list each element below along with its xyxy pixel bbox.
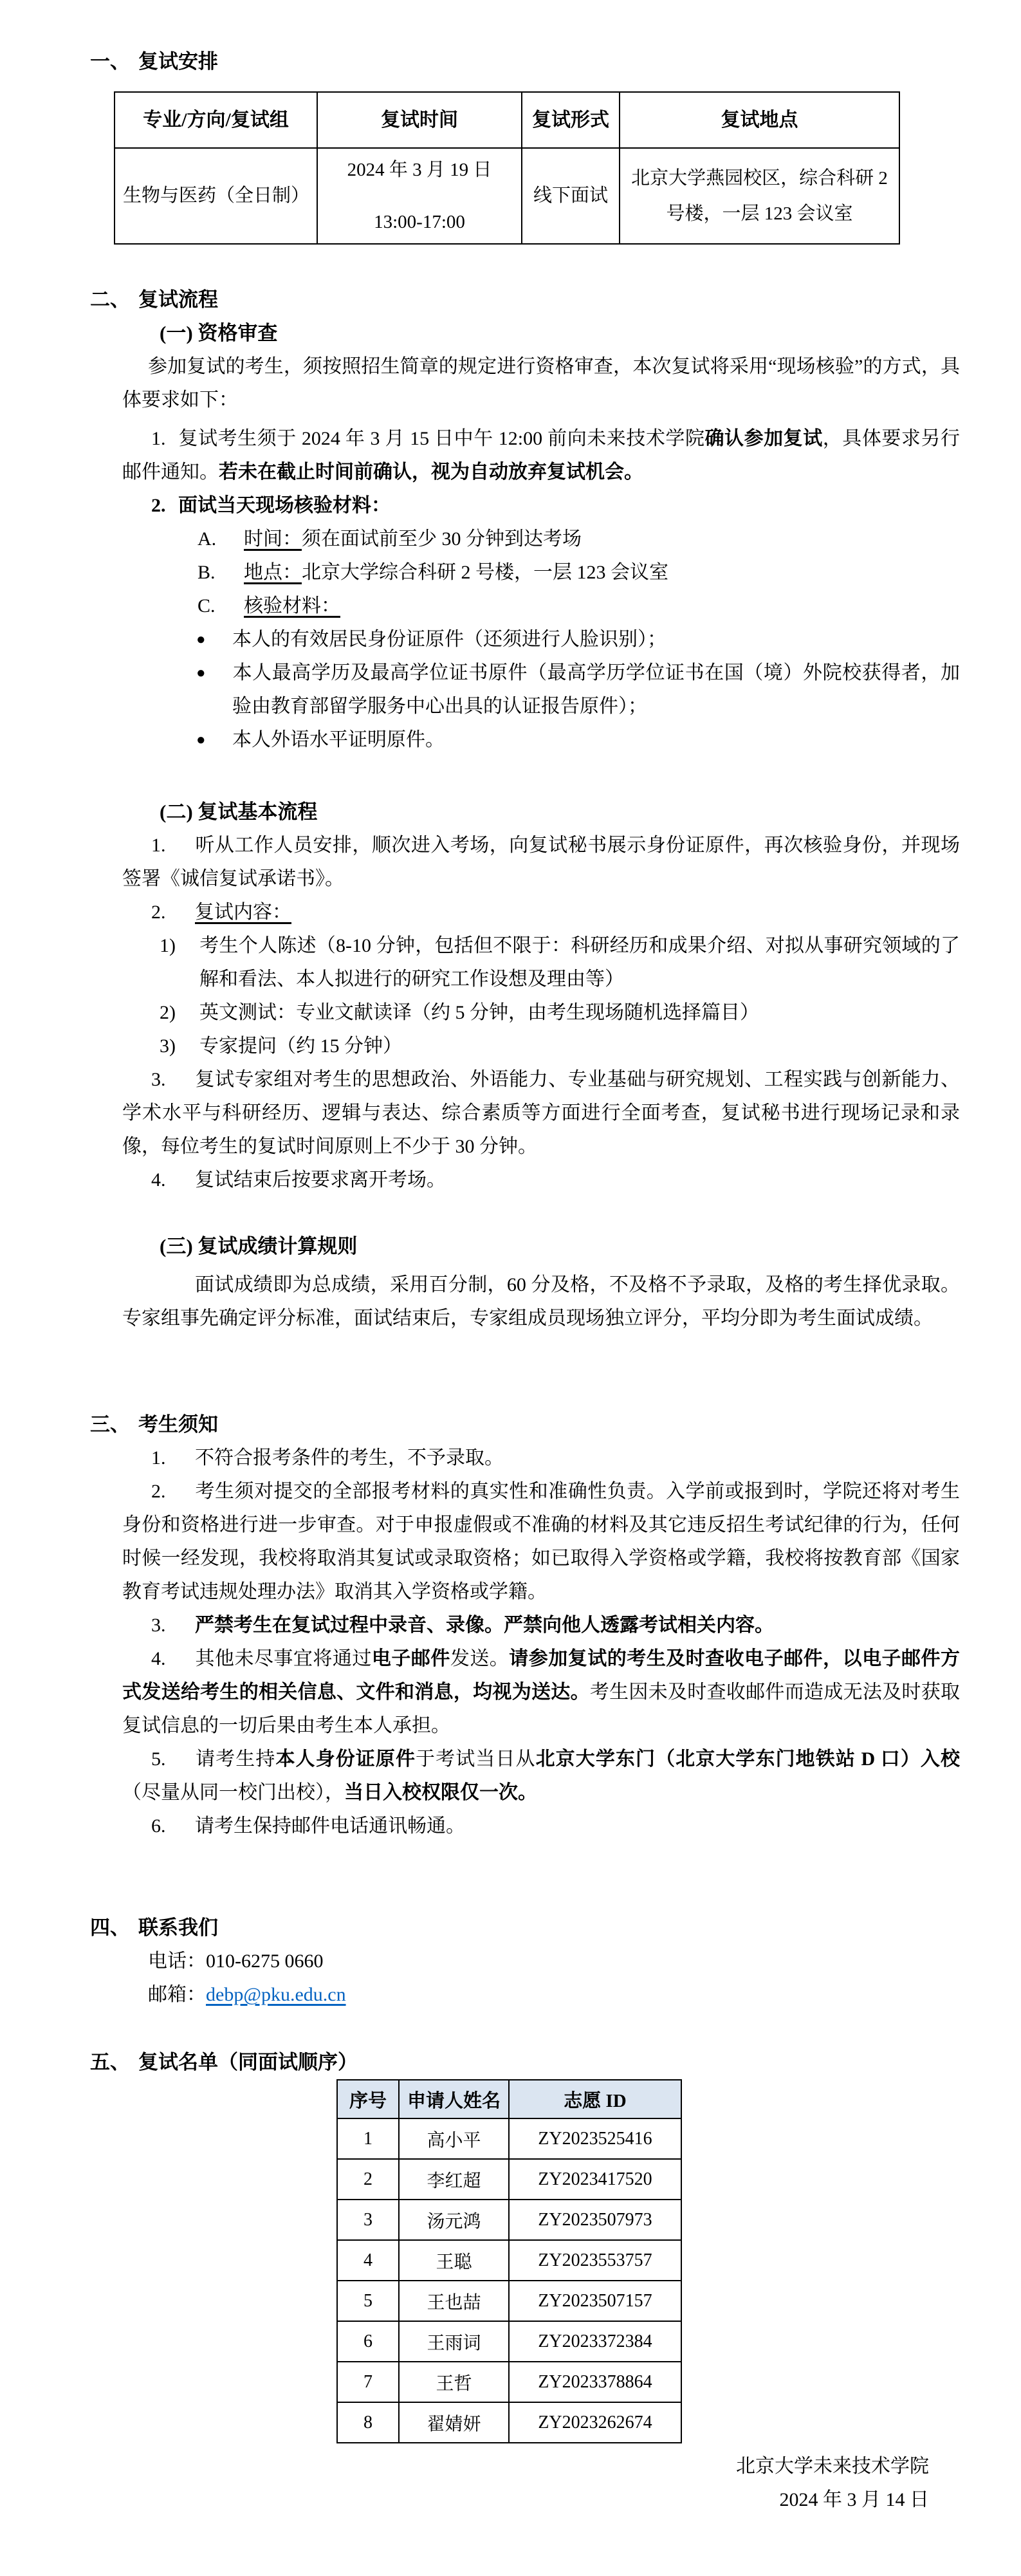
process-item-1 [122,829,960,896]
schedule-data-row [115,148,899,244]
roster-table [336,2079,682,2443]
schedule-cell-program: 生物与医药（全日制） [115,148,317,244]
heading-number: 三、 [90,1413,130,1436]
roster-no: 6 [337,2321,399,2362]
qualification-intro: 参加复试的考生，须按照招生简章的规定进行资格审查，本次复试将采用“现场核验”的方式，具体要求如下： [122,356,960,411]
subheading-basic-process: (二) 复试基本流程 [160,801,318,823]
roster-header-row [337,2080,681,2118]
item-number: 1. [151,835,166,856]
item-letter: A. [198,528,217,550]
item-text: 其他未尽事宜将通过电子邮件发送。请参加复试的考生及时查收电子邮件，以电子邮件方式发送给考生的相关信息、文件和消息，均视为送达。考生因未及时查收邮件而造成无法及时获取复试信息的一切后果由考生本人承担。 [122,1648,961,1736]
schedule-cell-format: 线下面试 [522,148,620,244]
item-text: 听从工作人员安排，顺次进入考场，向复试秘书展示身份证原件，再次核验身份，并现场签署《诚信复试承诺书》。 [122,835,960,889]
document-footer [122,2450,960,2517]
roster-no: 8 [337,2402,399,2443]
roster-id: ZY2023372384 [509,2321,681,2362]
roster-col-id: 志愿 ID [509,2080,681,2118]
roster-name: 高小平 [399,2118,509,2159]
item-text: 复试考生须于 2024 年 3 月 15 日中午 12:00 前向未来技术学院确认参加复试，具体要求另行邮件通知。若未在截止时间前确认，视为自动放弃复试机会。 [122,428,960,483]
item-letter: C. [198,595,216,616]
roster-name: 王聪 [399,2240,509,2281]
bullet-text: 本人最高学历及最高学位证书原件（最高学历学位证书在国（境）外院校获得者，加验由教育部留学服务中心出具的认证报告原件）； [232,662,960,717]
heading-roster [90,2046,960,2079]
heading-number: 二、 [90,288,130,311]
item-text: 请考生持本人身份证原件于考试当日从北京大学东门（北京大学东门地铁站 D 口）入校（尽量从同一校门出校），当日入校权限仅一次。 [122,1748,961,1803]
heading-contact-us [90,1911,960,1945]
item-text: 地点：北京大学综合科研 2 号楼，一层 123 会议室 [244,562,668,583]
item-number: 4. [151,1169,166,1191]
heading-number: 四、 [90,1916,130,1939]
roster-no: 7 [337,2362,399,2402]
footer-org: 北京大学未来技术学院 [736,2456,929,2477]
roster-id: ZY2023378864 [509,2362,681,2402]
roster-no: 3 [337,2200,399,2240]
subheading-score-rule: (三) 复试成绩计算规则 [160,1235,358,1257]
schedule-table [114,91,900,245]
bullet-icon: ● [196,665,206,681]
notice-item-4 [122,1642,960,1743]
item-number: 2) [160,1002,176,1023]
roster-id: ZY2023417520 [509,2159,681,2200]
schedule-cell-location: 北京大学燕园校区，综合科研 2 号楼，一层 123 会议室 [620,148,899,244]
heading-recheck-process [90,283,960,317]
table-row [337,2118,681,2159]
material-check-place [122,556,960,589]
item-number: 3. [151,1615,166,1636]
table-row [337,2159,681,2200]
qualification-item-2 [122,489,960,523]
schedule-col-time: 复试时间 [317,92,522,148]
process-item-3 [122,1063,960,1163]
item-text: 不符合报考条件的考生，不予录取。 [195,1447,504,1469]
heading-candidate-notices [90,1408,960,1441]
bullet-icon: ● [196,732,206,748]
roster-col-name: 申请人姓名 [399,2080,509,2118]
table-row [337,2362,681,2402]
notice-item-1 [122,1441,960,1475]
roster-no: 2 [337,2159,399,2200]
roster-col-no: 序号 [337,2080,399,2118]
material-check-time [122,523,960,556]
roster-name: 王也喆 [399,2281,509,2321]
notice-item-3 [122,1609,960,1642]
item-number: 2. [151,1481,166,1502]
item-text: 英文测试：专业文献读译（约 5 分钟，由考生现场随机选择篇目） [199,1002,759,1023]
schedule-date: 2024 年 3 月 19 日 [347,159,492,180]
schedule-col-format: 复试形式 [522,92,620,148]
table-row [337,2402,681,2443]
contact-phone: 电话：010-6275 0660 [148,1951,324,1972]
item-text: 面试当天现场核验材料： [178,495,391,516]
process-item-2 [122,896,960,929]
item-text: 专家提问（约 15 分钟） [199,1035,402,1057]
item-letter: B. [198,562,216,583]
material-bullet-diploma [122,656,960,723]
notice-item-5 [122,1743,960,1810]
table-row [337,2281,681,2321]
roster-id: ZY2023553757 [509,2240,681,2281]
contact-email-label: 邮箱： [148,1984,206,2005]
footer-date: 2024 年 3 月 14 日 [779,2489,929,2510]
schedule-cell-time [317,148,522,244]
item-text: 核验材料： [244,595,340,616]
item-text: 复试结束后按要求离开考场。 [195,1169,446,1191]
item-number: 5. [151,1748,166,1770]
qualification-item-1 [122,422,960,489]
process-sub-3 [122,1030,960,1063]
item-number: 1. [151,428,166,449]
roster-id: ZY2023262674 [509,2402,681,2443]
process-sub-1 [122,929,960,996]
item-number: 6. [151,1815,166,1837]
bullet-text: 本人外语水平证明原件。 [232,729,445,750]
heading-text: 复试安排 [138,50,218,73]
table-row [337,2321,681,2362]
heading-number: 一、 [90,50,130,73]
process-sub-2 [122,996,960,1030]
heading-text: 复试流程 [138,288,218,311]
item-number: 2. [151,902,166,923]
heading-number: 五、 [90,2051,130,2073]
heading-recheck-schedule [90,45,960,79]
heading-text: 复试名单（同面试顺序） [138,2051,358,2073]
bullet-icon: ● [196,631,206,648]
heading-text: 考生须知 [138,1413,218,1436]
schedule-hours: 13:00-17:00 [374,211,465,232]
item-text: 复试内容： [195,902,291,923]
subheading-qualification-review: (一) 资格审查 [160,322,278,344]
schedule-col-location: 复试地点 [620,92,899,148]
item-text: 请考生保持邮件电话通讯畅通。 [195,1815,465,1837]
heading-text: 联系我们 [138,1916,218,1939]
roster-name: 王哲 [399,2362,509,2402]
roster-name: 汤元鸿 [399,2200,509,2240]
contact-email [122,1978,960,2012]
item-text: 考生个人陈述（8-10 分钟，包括但不限于：科研经历和成果介绍、对拟从事研究领域的了解和看法、本人拟进行的研究工作设想及理由等） [199,935,960,990]
roster-name: 李红超 [399,2159,509,2200]
item-text: 严禁考生在复试过程中录音、录像。严禁向他人透露考试相关内容。 [195,1615,774,1636]
material-check-list-label [122,589,960,623]
item-number: 3) [160,1035,176,1057]
table-row [337,2200,681,2240]
roster-name: 王雨词 [399,2321,509,2362]
item-number: 3. [151,1069,166,1090]
item-text: 时间：须在面试前至少 30 分钟到达考场 [244,528,582,550]
roster-no: 5 [337,2281,399,2321]
roster-id: ZY2023525416 [509,2118,681,2159]
bullet-text: 本人的有效居民身份证原件（还须进行人脸识别）； [232,629,667,650]
schedule-header-row [115,92,899,148]
notice-item-6 [122,1810,960,1843]
table-row [337,2240,681,2281]
item-number: 1. [151,1447,166,1469]
score-rule-para: 面试成绩即为总成绩，采用百分制，60 分及格，不及格不予录取，及格的考生择优录取。专家组事先确定评分标准，面试结束后，专家组成员现场独立评分，平均分即为考生面试成绩。 [122,1274,960,1329]
roster-no: 1 [337,2118,399,2159]
schedule-col-program: 专业/方向/复试组 [115,92,317,148]
material-bullet-language [122,723,960,757]
roster-name: 翟婧妍 [399,2402,509,2443]
item-text: 考生须对提交的全部报考材料的真实性和准确性负责。入学前或报到时，学院还将对考生身份和资格进行进一步审查。对于申报虚假或不准确的材料及其它违反招生考试纪律的行为，任何时候一经发现，我校将取消其复试或录取资格；如已取得入学资格或学籍，我校将按教育部《国家教育考试违规处理办法》取消其入学资格或学籍。 [122,1481,960,1602]
item-number: 4. [151,1648,166,1669]
item-number: 1) [160,935,176,956]
item-number: 2. [151,495,166,516]
notice-item-2 [122,1475,960,1609]
roster-id: ZY2023507157 [509,2281,681,2321]
roster-no: 4 [337,2240,399,2281]
roster-id: ZY2023507973 [509,2200,681,2240]
item-text: 复试专家组对考生的思想政治、外语能力、专业基础与研究规划、工程实践与创新能力、学术水平与科研经历、逻辑与表达、综合素质等方面进行全面考查，复试秘书进行现场记录和录像，每位考生的复试时间原则上不少于 30 分钟。 [122,1069,960,1157]
material-bullet-id-card [122,623,960,656]
email-link[interactable]: debp@pku.edu.cn [206,1984,346,2005]
process-item-4 [122,1163,960,1197]
